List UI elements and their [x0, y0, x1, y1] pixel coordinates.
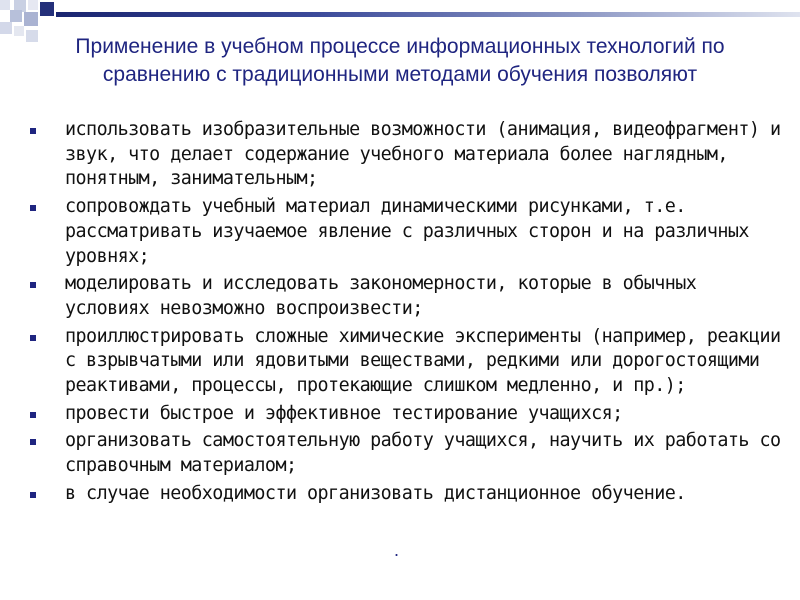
- decorative-square: [40, 2, 54, 16]
- square-bullet-icon: [30, 205, 36, 211]
- bullet-item: [30, 272, 790, 321]
- square-bullet-icon: [30, 439, 36, 445]
- bullet-item: [30, 402, 790, 427]
- bullet-item: [30, 118, 790, 192]
- square-bullet-icon: [30, 282, 36, 288]
- decorative-square: [10, 10, 22, 22]
- bullet-item: [30, 325, 790, 399]
- slide-title: Применение в учебном процессе информационных технологий по сравнению с традиционными методами обучения позволяют: [75, 35, 725, 86]
- decorative-square: [14, 26, 24, 36]
- trailing-dot: .: [394, 540, 400, 560]
- bullet-text: в случае необходимости организовать дистанционное обучение.: [65, 482, 686, 504]
- bullet-text: моделировать и исследовать закономерности, которые в обычных условиях невозможно воспроизвести;: [65, 273, 697, 319]
- square-bullet-icon: [30, 412, 36, 418]
- decorative-square: [24, 12, 38, 26]
- square-bullet-icon: [30, 128, 36, 134]
- bullet-text: сопровождать учебный материал динамическими рисунками, т.е. рассматривать изучаемое явление с различных сторон и на различных уровнях;: [65, 196, 749, 267]
- bullet-item: [30, 482, 790, 507]
- bullet-text: провести быстрое и эффективное тестирование учащихся;: [65, 402, 623, 424]
- bullet-item: [30, 429, 790, 478]
- decorative-square: [0, 22, 12, 34]
- decorative-square: [28, 0, 38, 10]
- square-bullet-icon: [30, 492, 36, 498]
- bullet-list: [30, 118, 790, 510]
- decorative-square: [0, 0, 10, 10]
- bullet-text: проиллюстрировать сложные химические эксперименты (например, реакции с взрывчатыми или ядовитыми веществами, редкими или дорогостоящими реактивами, процессы, протекающие слишком медленно, и пр.);: [65, 325, 781, 397]
- top-accent-bar: [56, 12, 800, 17]
- bullet-item: [30, 195, 790, 269]
- square-bullet-icon: [30, 335, 36, 341]
- bullet-text: организовать самостоятельную работу учащихся, научить их работать со справочным материалом;: [65, 430, 781, 477]
- decorative-square: [26, 30, 38, 42]
- bullet-text: использовать изобразительные возможности (анимация, видеофрагмент) и звук, что делает содержание учебного материала более наглядным, понятным, занимательным;: [65, 119, 781, 190]
